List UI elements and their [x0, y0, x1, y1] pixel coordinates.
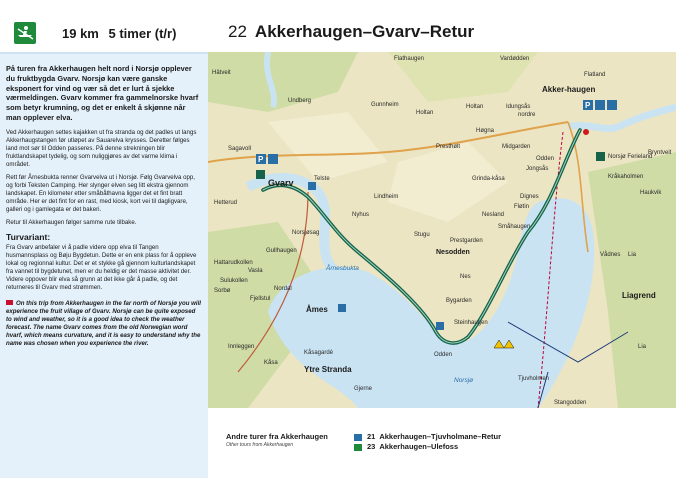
- variant-heading: Turvariant:: [6, 231, 51, 242]
- label-gunnheim: Gunnheim: [371, 102, 399, 108]
- label-steinhaugen: Steinhaugen: [454, 320, 488, 326]
- label-dignes: Dignes: [520, 194, 539, 200]
- label-flatland: Flatland: [584, 72, 606, 78]
- label-nesodden: Nesodden: [436, 249, 470, 256]
- rest-area-icon: [338, 304, 346, 312]
- label-haatveit: Hâtveit: [212, 70, 231, 76]
- svg-text:P: P: [258, 155, 264, 164]
- label-smahaugen: Småhaugen: [498, 224, 531, 230]
- label-vadnes: Vådnes: [600, 252, 621, 258]
- svg-text:P: P: [585, 101, 591, 110]
- left-column: [0, 0, 208, 478]
- label-gjerne: Gjerne: [354, 386, 373, 392]
- label-odden-north: Odden: [536, 156, 555, 162]
- shop-icon: [607, 100, 617, 110]
- label-sagavoll: Sagavoll: [228, 146, 252, 152]
- label-kasagarde: Kåsagardé: [304, 350, 334, 356]
- label-midgarden: Midgarden: [502, 144, 531, 150]
- label-odden-south: Odden: [434, 352, 453, 358]
- other-tour-21[interactable]: 21 Akkerhaugen–Tjuvholmane–Retur: [354, 432, 501, 442]
- label-lia-2: Lia: [638, 344, 647, 350]
- label-haukvik: Haukvik: [640, 190, 662, 196]
- label-vardodden: Vardødden: [500, 56, 530, 62]
- route-header-bar: [0, 0, 208, 54]
- footer: [208, 408, 676, 478]
- label-nordre: nordre: [518, 112, 536, 118]
- route-title: Akkerhaugen–Gvarv–Retur: [254, 22, 475, 41]
- other-tours-title: Andre turer fra Akkerhaugen: [226, 432, 328, 441]
- label-vasla: Vasla: [248, 268, 263, 274]
- label-ytre-stranda: Ytre Stranda: [304, 365, 352, 374]
- label-nesland: Nesland: [482, 212, 505, 218]
- description: [6, 64, 202, 348]
- lead-paragraph: På turen fra Akkerhaugen helt nord i Norsjø opplever du fruktbygda Gvarv. Norsjø kan være ganske eksponert for vind og vær så det er lurt å sjekke værmeldingen. Gvarv kommer fra gammelnorske hvarf som betyr krumning, og det er enkelt å skjønne når man opplever elva.: [6, 64, 199, 122]
- kayak-launch-icon-gvarv: [256, 170, 265, 179]
- label-holtan-2: Holtan: [466, 104, 484, 110]
- label-idungsas: Idungsås: [506, 104, 531, 110]
- route-meta: [62, 26, 182, 41]
- uk-flag-icon: [6, 300, 13, 305]
- map[interactable]: [208, 52, 676, 408]
- page-title: [228, 22, 474, 42]
- other-tours-list: [354, 432, 501, 452]
- camping-icon: [308, 182, 316, 190]
- map-canvas: [208, 52, 676, 408]
- label-bryntveit: Bryntveit: [648, 150, 672, 156]
- kayak-icon: [14, 22, 36, 44]
- kayak-launch-icon: [596, 152, 605, 161]
- label-lindheim: Lindheim: [374, 194, 399, 200]
- paragraph-1: Ved Akkerhaugen settes kajakken ut fra stranda og det padles ut langs Akkerhaugstangen før utløpet av Sauarelva krysses. Deretter følges land mot sør til Odden passeres. På denne strekningen blir fruktlandskapet tydelig, og som nuliggjøres av det varme klima i området.: [6, 128, 197, 168]
- label-liagrend: Liagrend: [622, 291, 656, 300]
- label-bygarden: Bygarden: [446, 298, 472, 304]
- start-point-icon: [583, 129, 589, 135]
- label-hetterud: Hetterud: [214, 200, 238, 206]
- label-norsjosag: Norsjøsag: [292, 230, 320, 236]
- label-nordal: Nordal: [274, 286, 292, 292]
- label-telste: Telste: [314, 176, 330, 182]
- label-tjuvholmen: Tjuvholmen: [518, 376, 550, 382]
- label-nyhus: Nyhus: [352, 212, 370, 218]
- toilet-icon-akkerhaugen: [595, 100, 605, 110]
- label-sorbo: Sorbø: [214, 288, 231, 294]
- label-krakaholmen: Kråkaholmen: [608, 174, 644, 180]
- other-tours-subtitle: Other tours from Akkerhaugen: [226, 442, 294, 448]
- label-norsjo: Norsjø: [454, 377, 474, 384]
- label-fjellstul: Fjellstul: [250, 296, 271, 302]
- paragraph-4: Fra Gvarv anbefaler vi å padle videre opp elva til Tangen husmannsplass og Bøju Bygdetun. Dette er en enk plass for å oppleve lokal og regionnal kultur. Det er et stykke gå gjennom kulturlandskapet fra vannet til bygdetunet, men er du heldig er det masse aktivitet der. Videre oppover blir elva så grunn at det ikke går å padle, og det returneres til Gvarv med strømmen.: [6, 243, 197, 291]
- label-akkerhaugen: Akker-haugen: [542, 85, 596, 94]
- label-innleggen: Innleggen: [228, 344, 255, 350]
- label-gvarv: Gvarv: [268, 178, 294, 188]
- label-kasa: Kåsa: [264, 360, 278, 366]
- label-lia-1: Lia: [628, 252, 637, 258]
- other-tour-23[interactable]: 23 Akkerhaugen–Ulefoss: [354, 442, 501, 452]
- label-undberg: Undberg: [288, 98, 312, 104]
- label-jongsas: Jongsås: [526, 166, 549, 172]
- label-arnesbukta: Årnesbukta: [326, 265, 359, 272]
- english-text: On this trip from Akkerhaugen in the far north of Norsjø you will experience the fruit village of Gvarv. Norsjø can be quite exposed to wind and weather, so it is a good idea to check the weather forecast. The name Gvarv comes from the old Norwegian word hvarf, which means curvature, and it is easy to understand why the name was chosen when you experience the river.: [6, 299, 201, 347]
- label-hogna: Høgna: [476, 128, 495, 134]
- kayak-icon: [354, 444, 362, 451]
- label-holtan-1: Holtan: [416, 110, 434, 116]
- rest-area-icon-odden: [436, 322, 444, 330]
- label-sulukollen: Sulukollen: [220, 278, 248, 284]
- label-prestgarden: Prestgarden: [450, 238, 483, 244]
- label-ames: Åmes: [306, 305, 328, 314]
- label-nes: Nes: [460, 274, 471, 280]
- label-flathaugen: Flathaugen: [394, 56, 425, 62]
- route-number: 22: [228, 22, 247, 41]
- label-stugu: Stugu: [414, 232, 430, 238]
- label-gullhaugen: Gullhaugen: [266, 248, 297, 254]
- toilet-icon: [268, 154, 278, 164]
- duration: 5 timer (t/r): [108, 26, 177, 41]
- label-flotin: Fløtin: [514, 204, 529, 210]
- label-hattarudkollen: Hattarudkollen: [214, 260, 253, 266]
- label-norsjo-ferieland: Norsjø Ferieland: [608, 154, 653, 160]
- english-summary: [6, 300, 202, 348]
- label-stangodden: Stangodden: [554, 400, 587, 406]
- distance: 19 km: [62, 26, 99, 41]
- kayak-icon: [354, 434, 362, 441]
- label-grindakasa: Grinda-kåsa: [472, 176, 505, 182]
- paragraph-3: Retur til Akkerhaugen følger samme rute tilbake.: [6, 218, 137, 226]
- paragraph-2: Rett før Årnesbukta renner Gvarvelva ut i Norsjø. Følg Gvarvelva opp, og forbi Teksten Camping. Her slynger elven seg litt ekstra gjennom landskapet. En kilometer etter småbåthavna ligger det et fint bratt område. Her er det fint for en rast, med kiosk, kort vei til dagligvare, galleri og i gamlegata er det bakeri.: [6, 173, 195, 213]
- label-presthol: Presthølt: [436, 144, 461, 150]
